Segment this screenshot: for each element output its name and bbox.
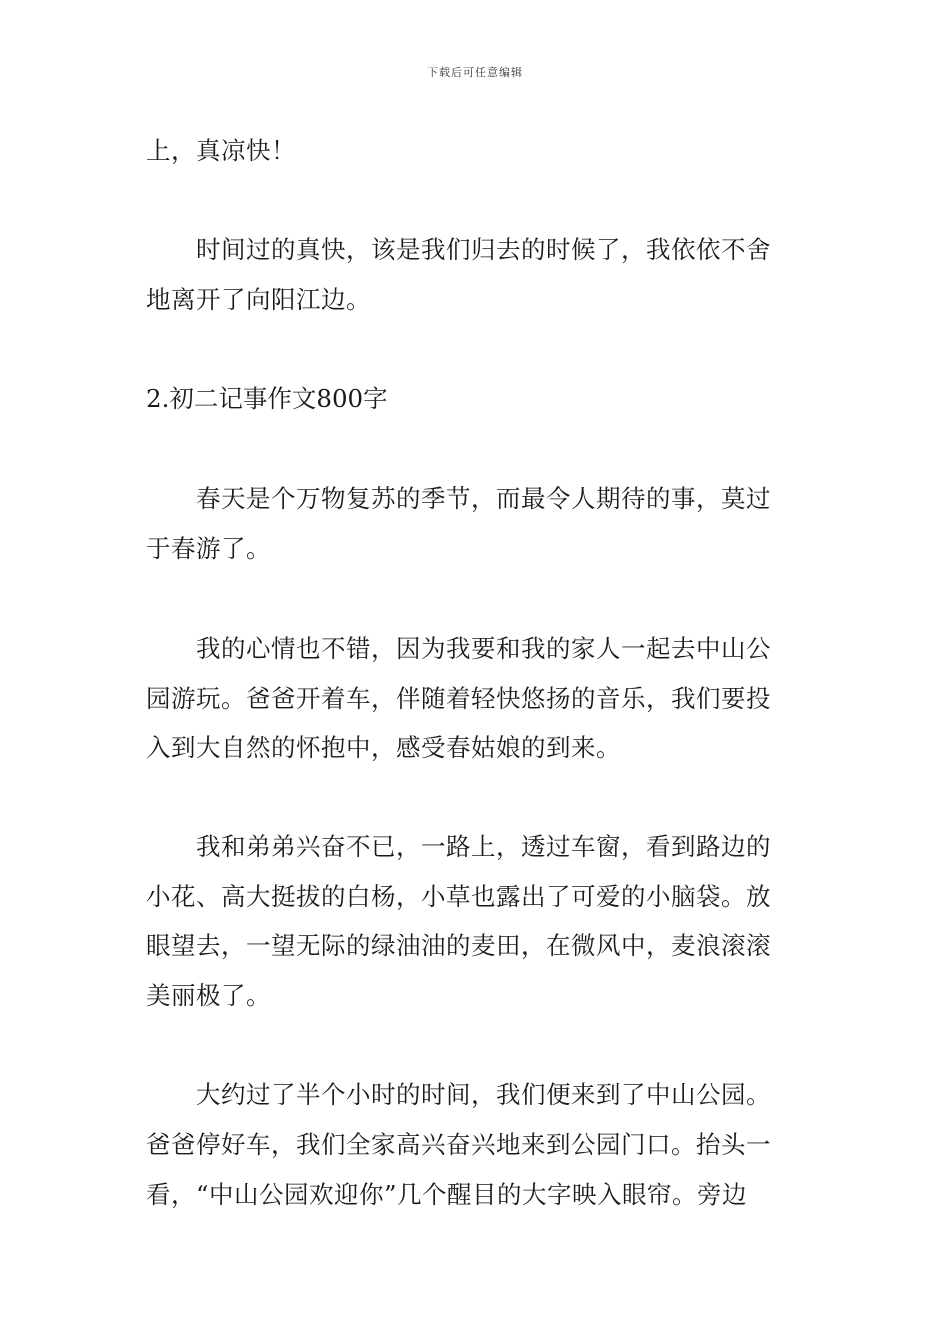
text-line: 我的心情也不错，因为我要和我的家人一起去中山公 <box>146 634 771 663</box>
text-line: 园游玩。爸爸开着车，伴随着轻快悠扬的音乐，我们要投 <box>146 684 771 713</box>
text-line: 眼望去，一望无际的绿油油的麦田，在微风中，麦浪滚滚 <box>146 931 771 960</box>
text-line: 小花、高大挺拔的白杨，小草也露出了可爱的小脑袋。放 <box>146 882 771 911</box>
text-line: 于春游了。 <box>146 534 271 563</box>
text-line: 爸爸停好车，我们全家高兴奋兴地来到公园门口。抬头一 <box>146 1130 771 1159</box>
text-line: 上，真凉快！ <box>146 136 296 165</box>
text-line: 入到大自然的怀抱中，感受春姑娘的到来。 <box>146 733 621 762</box>
text-line: 时间过的真快，该是我们归去的时候了，我依依不舍 <box>146 235 771 264</box>
text-line: 大约过了半个小时的时间，我们便来到了中山公园。 <box>146 1080 771 1109</box>
text-line: 美丽极了。 <box>146 981 271 1010</box>
page-header: 下载后可任意编辑 <box>427 66 523 79</box>
text-line: 看，“中山公园欢迎你”几个醒目的大字映入眼帘。旁边 <box>146 1180 748 1209</box>
text-line: 春天是个万物复苏的季节，而最令人期待的事，莫过 <box>146 484 771 513</box>
text-line: 地离开了向阳江边。 <box>146 285 371 314</box>
section-heading: 2.初二记事作文800字 <box>146 384 388 413</box>
text-line: 我和弟弟兴奋不已，一路上，透过车窗，看到路边的 <box>146 832 771 861</box>
